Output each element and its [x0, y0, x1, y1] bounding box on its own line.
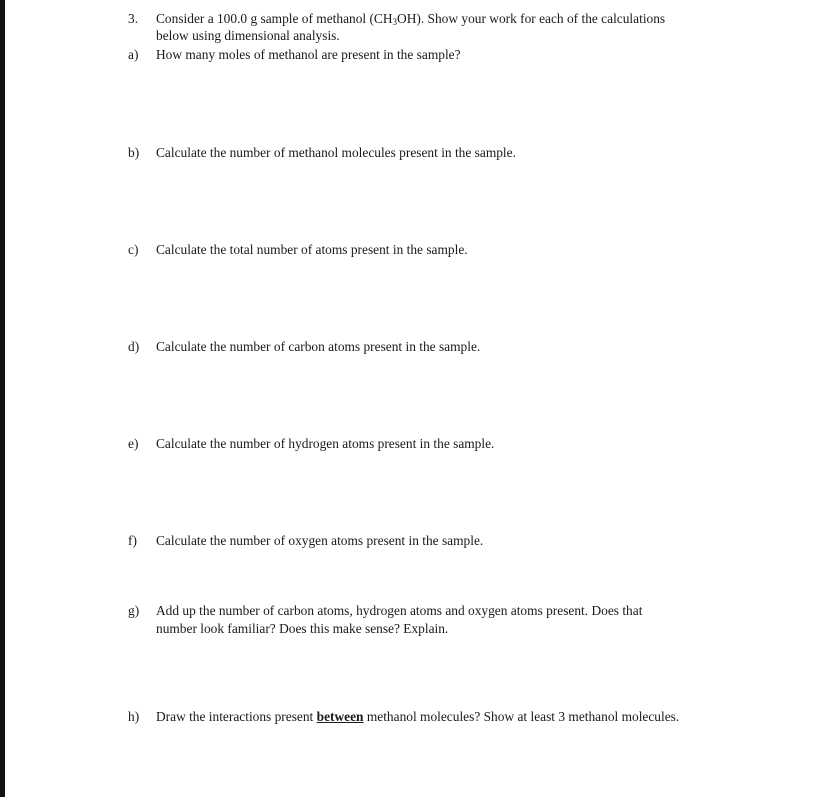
part-h-text-start: Draw the interactions present: [156, 709, 317, 724]
left-page-edge: [0, 0, 5, 797]
intro-text-start: Consider a 100.0 g sample of methanol (CH: [156, 11, 393, 26]
part-d: [128, 338, 480, 355]
question-number: 3.: [128, 11, 139, 26]
part-c-marker: c): [128, 242, 139, 257]
part-d-marker: d): [128, 339, 140, 354]
part-h-marker: h): [128, 709, 140, 724]
part-f: [128, 532, 483, 549]
part-e-text: Calculate the number of hydrogen atoms present in the sample.: [156, 436, 495, 451]
part-g-text-line2: number look familiar? Does this make sense? Explain.: [156, 621, 449, 636]
part-h-emphasis: between: [316, 709, 364, 724]
part-e-marker: e): [128, 436, 139, 451]
part-h: [128, 708, 679, 725]
part-f-marker: f): [128, 533, 137, 548]
question-intro-line2: below using dimensional analysis.: [156, 28, 340, 43]
part-g-text-line1: Add up the number of carbon atoms, hydrogen atoms and oxygen atoms present. Does that: [156, 603, 643, 618]
part-h-text-end: methanol molecules? Show at least 3 methanol molecules.: [363, 709, 680, 724]
part-b-text: Calculate the number of methanol molecules present in the sample.: [156, 145, 516, 160]
part-g: [128, 602, 642, 619]
part-g-marker: g): [128, 603, 140, 618]
part-c: [128, 241, 468, 258]
intro-text-end: OH). Show your work for each of the calculations: [397, 11, 666, 26]
part-e: [128, 435, 494, 452]
part-a: [128, 46, 461, 63]
part-b: [128, 144, 516, 161]
part-a-marker: a): [128, 47, 139, 62]
part-b-marker: b): [128, 145, 140, 160]
part-d-text: Calculate the number of carbon atoms present in the sample.: [156, 339, 481, 354]
part-a-text: How many moles of methanol are present in the sample?: [156, 47, 461, 62]
part-c-text: Calculate the total number of atoms present in the sample.: [156, 242, 468, 257]
part-f-text: Calculate the number of oxygen atoms present in the sample.: [156, 533, 484, 548]
formula-subscript: 3: [392, 17, 398, 27]
